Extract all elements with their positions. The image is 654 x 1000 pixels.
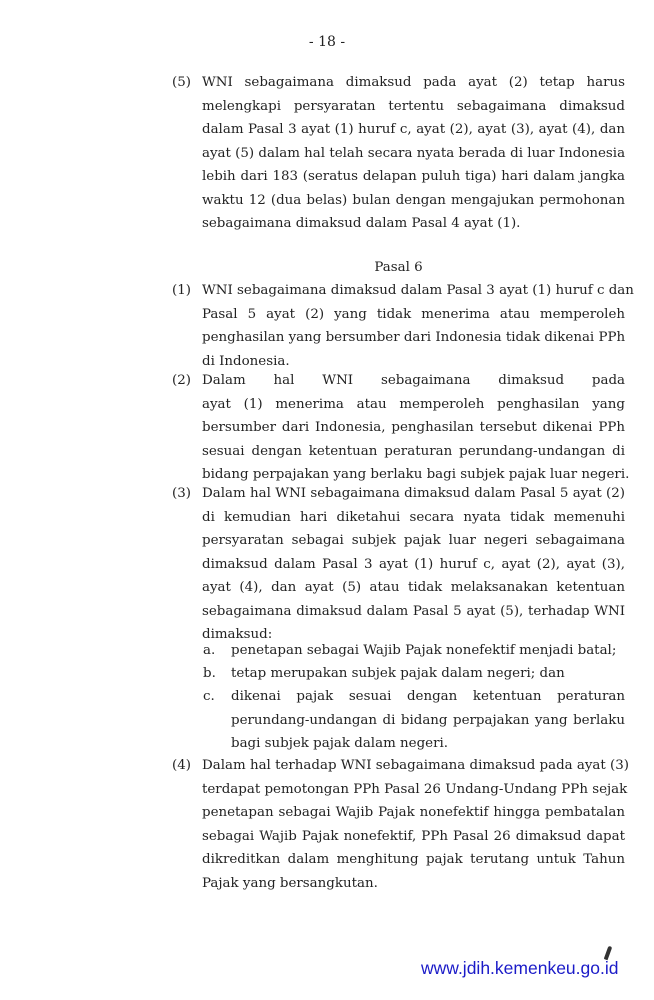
text-line: terdapat pemotongan PPh Pasal 26 Undang-Undang PPh sejak <box>202 781 628 797</box>
text-line: penetapan sebagai Wajib Pajak nonefektif hingga pembatalan <box>202 805 625 820</box>
text-line: penetapan sebagai Wajib Pajak nonefektif menjadi batal; <box>231 643 617 658</box>
item-number: (5) <box>172 75 191 90</box>
text-line: dimaksud: <box>202 627 273 642</box>
item-text <box>231 639 625 663</box>
text-line: perundang-undangan di bidang perpajakan yang berlaku <box>231 712 625 728</box>
item-text <box>202 279 634 373</box>
text-line: waktu 12 (dua belas) bulan dengan mengajukan permohonan <box>202 192 625 208</box>
item-number: a. <box>203 643 216 658</box>
item-number: (3) <box>172 486 191 501</box>
item-text <box>202 369 630 487</box>
item-number: (1) <box>172 283 191 298</box>
text-line: ayat (5) dalam hal telah secara nyata berada di luar Indonesia <box>202 145 626 161</box>
text-line: ayat (4), dan ayat (5) atau tidak melaksanakan ketentuan <box>202 580 625 595</box>
text-line: WNI sebagaimana dimaksud dalam Pasal 3 ayat (1) huruf c dan <box>202 283 634 298</box>
item-number: (4) <box>172 758 191 773</box>
text-line: WNI sebagaimana dimaksud pada ayat (2) tetap harus <box>202 75 625 90</box>
item-number: c. <box>203 689 215 704</box>
item-number: b. <box>203 666 216 681</box>
text-line: ayat (1) menerima atau memperoleh penghasilan yang <box>202 396 625 412</box>
text-line: Dalam hal WNI sebagaimana dimaksud dalam Pasal 5 ayat (2) <box>202 486 625 501</box>
text-line: persyaratan sebagai subjek pajak luar negeri sebagaimana <box>202 533 625 548</box>
text-line: Dalam hal terhadap WNI sebagaimana dimaksud pada ayat (3) <box>202 758 630 773</box>
item-text <box>231 662 625 686</box>
text-line: dimaksud dalam Pasal 3 ayat (1) huruf c, ayat (2), ayat (3), <box>202 556 625 572</box>
text-line: Pasal 5 ayat (2) yang tidak menerima atau memperoleh <box>202 306 625 322</box>
text-line: lebih dari 183 (seratus delapan puluh tiga) hari dalam jangka <box>202 169 625 184</box>
text-line: Dalam hal WNI sebagaimana dimaksud pada <box>202 373 625 388</box>
item-text <box>202 71 625 236</box>
text-line: sebagai Wajib Pajak nonefektif, PPh Pasal 26 dimaksud dapat <box>202 828 625 844</box>
item-number: (2) <box>172 373 191 388</box>
text-line: sebagaimana dimaksud dalam Pasal 4 ayat (1). <box>202 216 521 231</box>
item-text <box>202 754 630 895</box>
item-text <box>231 685 625 756</box>
page-number: - 18 - <box>308 34 346 50</box>
footer-url-link[interactable]: www.jdih.kemenkeu.go.id <box>421 958 619 978</box>
text-line: bersumber dari Indonesia, penghasilan tersebut dikenai PPh <box>202 420 625 435</box>
item-text <box>202 482 625 647</box>
text-line: di Indonesia. <box>202 353 290 369</box>
text-line: Pajak yang bersangkutan. <box>202 875 378 891</box>
text-line: dalam Pasal 3 ayat (1) huruf c, ayat (2), ayat (3), ayat (4), dan <box>202 122 625 137</box>
pasal-title: Pasal 6 <box>374 260 423 275</box>
text-line: melengkapi persyaratan tertentu sebagaimana dimaksud <box>202 98 625 114</box>
text-line: penghasilan yang bersumber dari Indonesia tidak dikenai PPh <box>202 330 626 345</box>
text-line: bidang perpajakan yang berlaku bagi subjek pajak luar negeri. <box>202 467 630 482</box>
text-line: dikenai pajak sesuai dengan ketentuan peraturan <box>231 689 625 704</box>
text-line: sebagaimana dimaksud dalam Pasal 5 ayat (5), terhadap WNI <box>202 603 625 619</box>
text-line: dikreditkan dalam menghitung pajak terutang untuk Tahun <box>202 852 625 867</box>
text-line: sesuai dengan ketentuan peraturan perundang-undangan di <box>202 443 625 459</box>
text-line: di kemudian hari diketahui secara nyata tidak memenuhi <box>202 509 625 525</box>
text-line: tetap merupakan subjek pajak dalam negeri; dan <box>231 666 565 681</box>
text-line: bagi subjek pajak dalam negeri. <box>231 736 449 751</box>
